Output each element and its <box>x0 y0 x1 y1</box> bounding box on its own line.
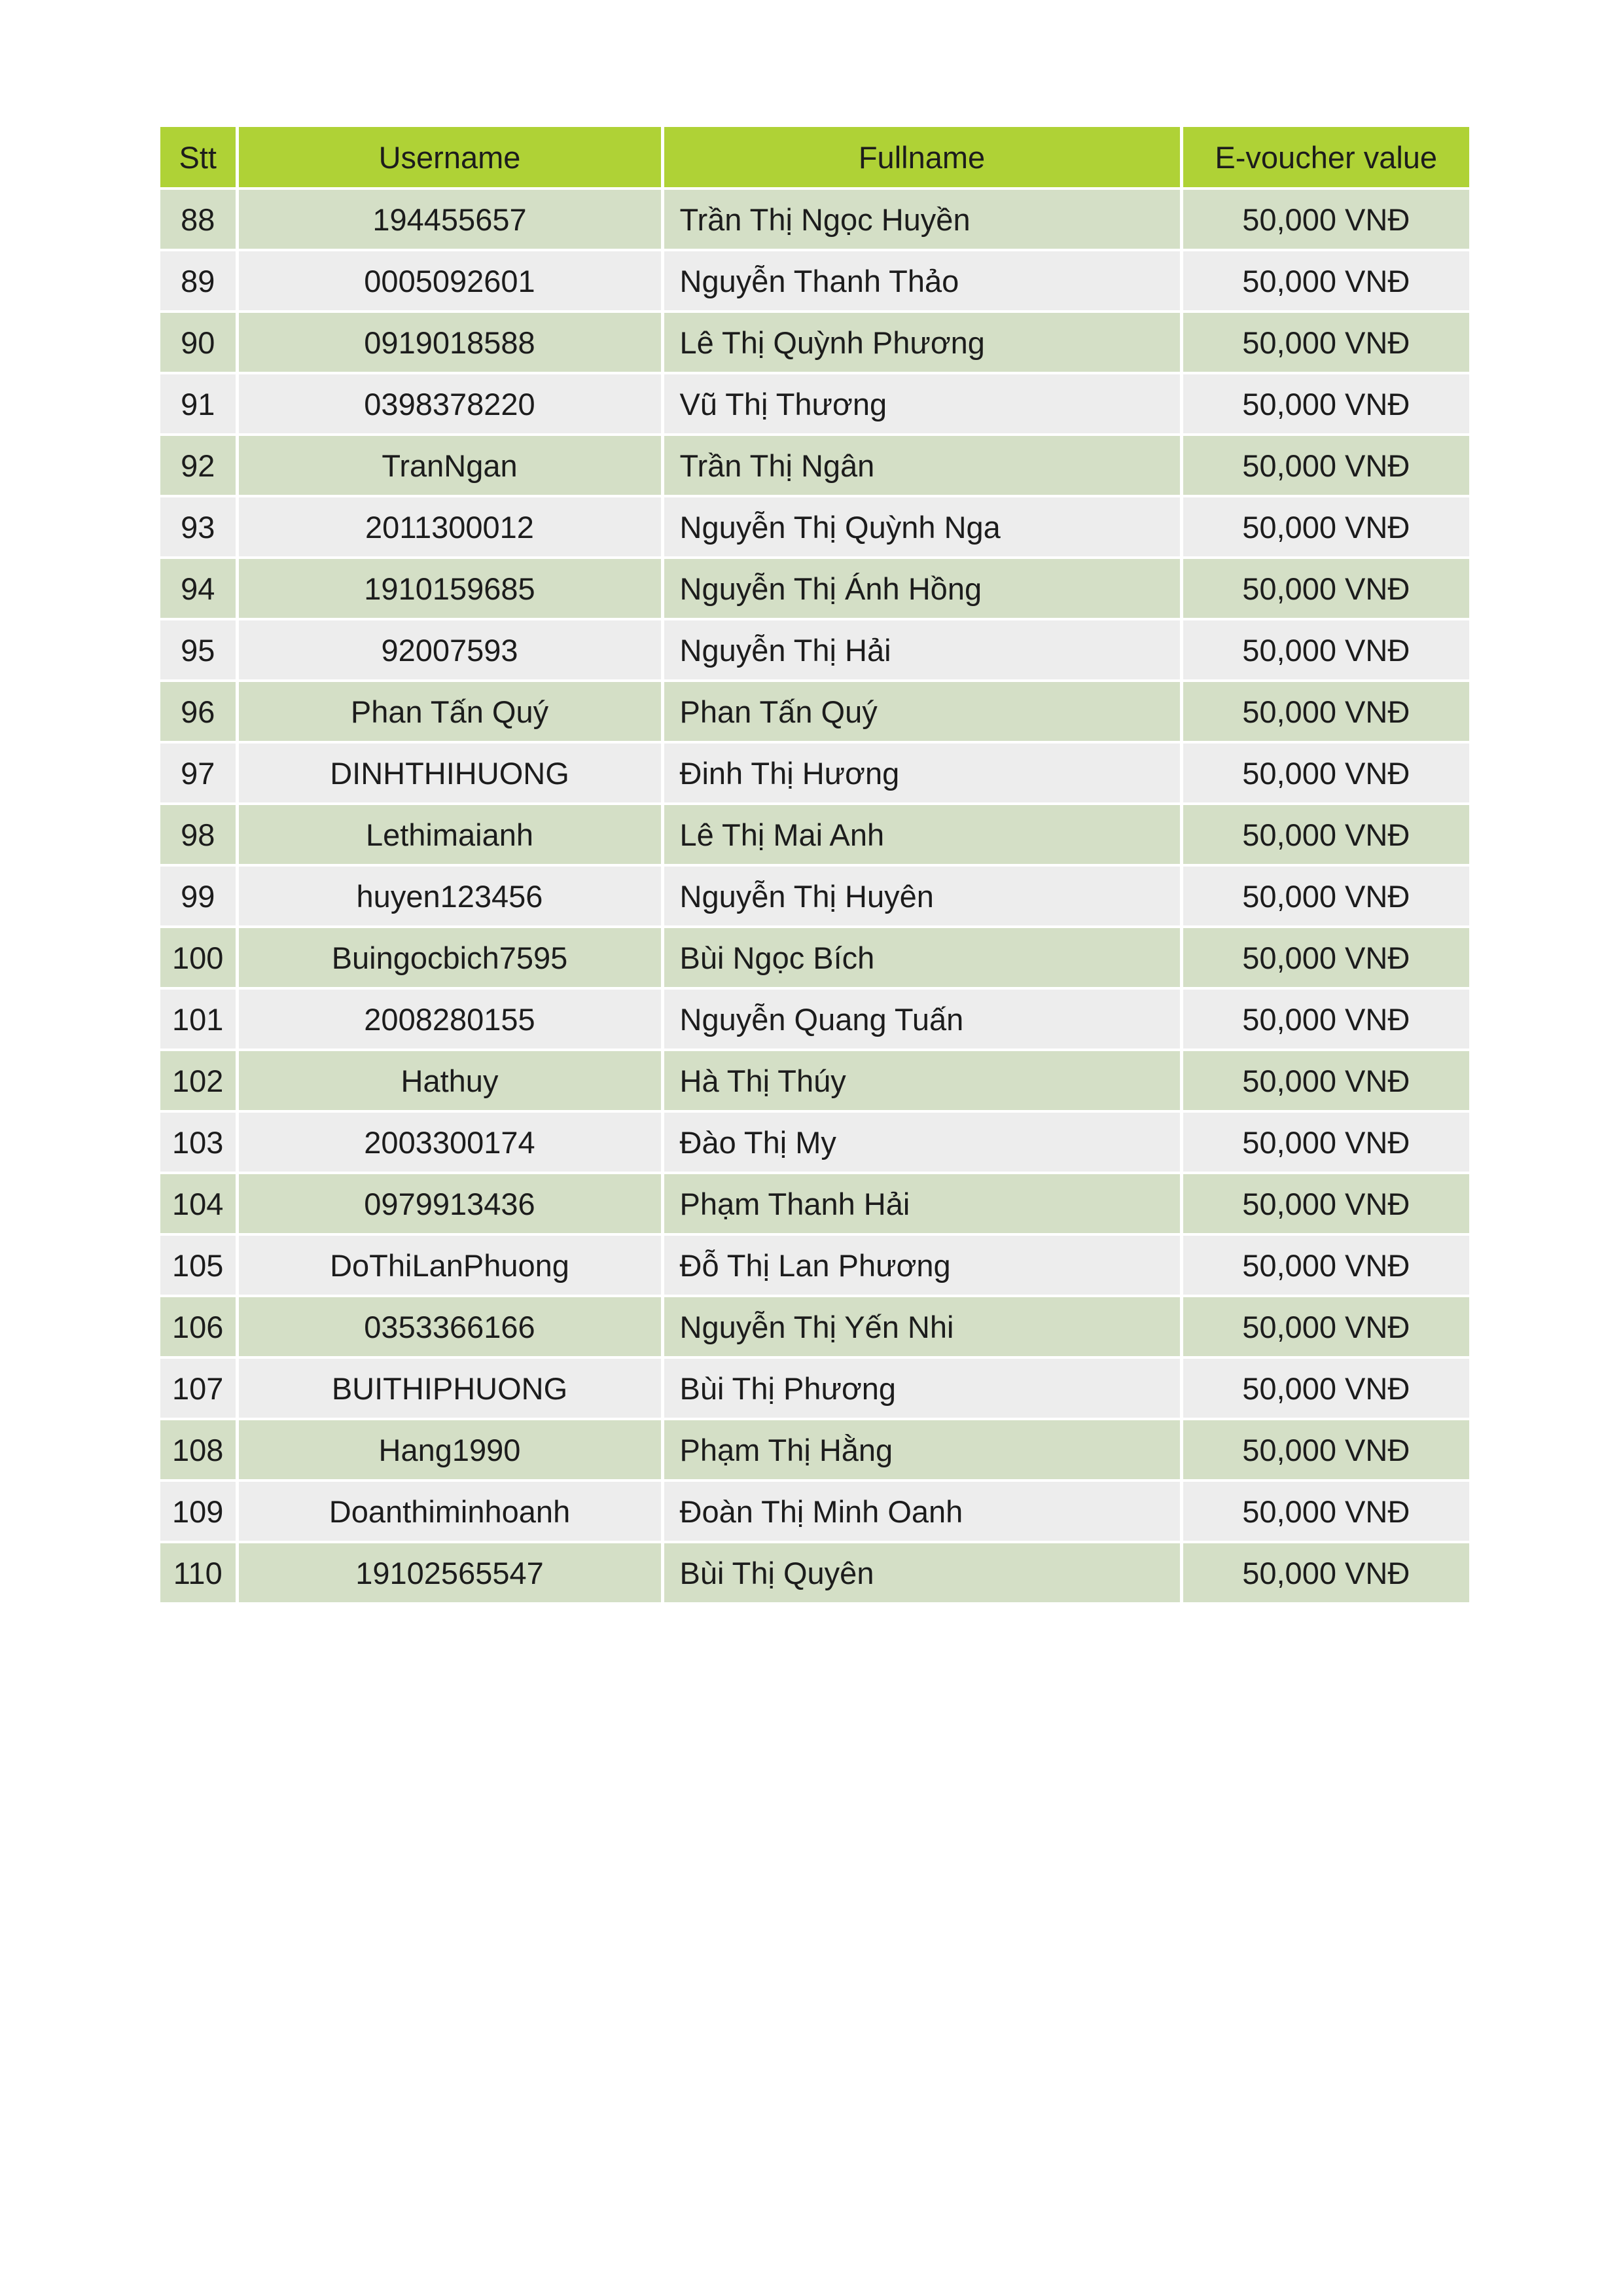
cell-username: huyen123456 <box>237 865 662 927</box>
cell-fullname: Nguyễn Thị Yến Nhi <box>662 1296 1181 1357</box>
cell-voucher-value: 50,000 VNĐ <box>1181 250 1469 312</box>
table-row <box>160 1173 1469 1234</box>
cell-voucher-value: 50,000 VNĐ <box>1181 435 1469 496</box>
cell-stt: 108 <box>160 1419 237 1480</box>
cell-fullname: Trần Thị Ngân <box>662 435 1181 496</box>
cell-username: 0398378220 <box>237 373 662 435</box>
cell-fullname: Nguyễn Quang Tuấn <box>662 988 1181 1050</box>
cell-username: 2003300174 <box>237 1111 662 1173</box>
cell-voucher-value: 50,000 VNĐ <box>1181 1419 1469 1480</box>
cell-voucher-value: 50,000 VNĐ <box>1181 865 1469 927</box>
table-row <box>160 988 1469 1050</box>
cell-username: 2008280155 <box>237 988 662 1050</box>
cell-voucher-value: 50,000 VNĐ <box>1181 1480 1469 1542</box>
cell-username: Doanthiminhoanh <box>237 1480 662 1542</box>
cell-stt: 90 <box>160 312 237 373</box>
cell-fullname: Hà Thị Thúy <box>662 1050 1181 1111</box>
cell-fullname: Vũ Thị Thương <box>662 373 1181 435</box>
cell-stt: 95 <box>160 619 237 681</box>
cell-stt: 94 <box>160 558 237 619</box>
cell-username: DINHTHIHUONG <box>237 742 662 804</box>
cell-voucher-value: 50,000 VNĐ <box>1181 804 1469 865</box>
cell-username: BUITHIPHUONG <box>237 1357 662 1419</box>
table-row <box>160 1357 1469 1419</box>
cell-stt: 104 <box>160 1173 237 1234</box>
cell-username: 194455657 <box>237 188 662 250</box>
cell-stt: 109 <box>160 1480 237 1542</box>
cell-voucher-value: 50,000 VNĐ <box>1181 1234 1469 1296</box>
table-row <box>160 1419 1469 1480</box>
cell-username: 0353366166 <box>237 1296 662 1357</box>
cell-username: Hang1990 <box>237 1419 662 1480</box>
cell-username: Phan Tấn Quý <box>237 681 662 742</box>
cell-username: 19102565547 <box>237 1542 662 1604</box>
cell-fullname: Bùi Thị Quyên <box>662 1542 1181 1604</box>
cell-username: Buingocbich7595 <box>237 927 662 988</box>
table-row <box>160 1234 1469 1296</box>
cell-stt: 96 <box>160 681 237 742</box>
table-row <box>160 558 1469 619</box>
cell-voucher-value: 50,000 VNĐ <box>1181 188 1469 250</box>
cell-username: 0979913436 <box>237 1173 662 1234</box>
table-row <box>160 1111 1469 1173</box>
table-row <box>160 496 1469 558</box>
cell-username: TranNgan <box>237 435 662 496</box>
cell-username: 0919018588 <box>237 312 662 373</box>
cell-voucher-value: 50,000 VNĐ <box>1181 1173 1469 1234</box>
cell-stt: 103 <box>160 1111 237 1173</box>
cell-fullname: Lê Thị Mai Anh <box>662 804 1181 865</box>
cell-username: DoThiLanPhuong <box>237 1234 662 1296</box>
cell-fullname: Đào Thị My <box>662 1111 1181 1173</box>
cell-fullname: Đinh Thị Hương <box>662 742 1181 804</box>
cell-fullname: Lê Thị Quỳnh Phương <box>662 312 1181 373</box>
table-row <box>160 188 1469 250</box>
cell-username: Hathuy <box>237 1050 662 1111</box>
cell-stt: 92 <box>160 435 237 496</box>
cell-voucher-value: 50,000 VNĐ <box>1181 742 1469 804</box>
header-row <box>160 127 1469 188</box>
header-stt: Stt <box>160 127 237 188</box>
cell-voucher-value: 50,000 VNĐ <box>1181 312 1469 373</box>
cell-fullname: Phạm Thanh Hải <box>662 1173 1181 1234</box>
cell-stt: 106 <box>160 1296 237 1357</box>
cell-voucher-value: 50,000 VNĐ <box>1181 1542 1469 1604</box>
cell-stt: 102 <box>160 1050 237 1111</box>
cell-fullname: Phạm Thị Hằng <box>662 1419 1181 1480</box>
cell-voucher-value: 50,000 VNĐ <box>1181 1111 1469 1173</box>
table-row <box>160 312 1469 373</box>
cell-stt: 110 <box>160 1542 237 1604</box>
cell-voucher-value: 50,000 VNĐ <box>1181 1050 1469 1111</box>
cell-fullname: Nguyễn Thanh Thảo <box>662 250 1181 312</box>
table-row <box>160 865 1469 927</box>
cell-fullname: Nguyễn Thị Hải <box>662 619 1181 681</box>
cell-stt: 107 <box>160 1357 237 1419</box>
cell-username: 1910159685 <box>237 558 662 619</box>
cell-stt: 97 <box>160 742 237 804</box>
table-row <box>160 1480 1469 1542</box>
cell-voucher-value: 50,000 VNĐ <box>1181 681 1469 742</box>
cell-stt: 100 <box>160 927 237 988</box>
cell-fullname: Nguyễn Thị Quỳnh Nga <box>662 496 1181 558</box>
header-username: Username <box>237 127 662 188</box>
cell-voucher-value: 50,000 VNĐ <box>1181 558 1469 619</box>
cell-fullname: Nguyễn Thị Ánh Hồng <box>662 558 1181 619</box>
table-row <box>160 1296 1469 1357</box>
cell-stt: 88 <box>160 188 237 250</box>
table-row <box>160 1542 1469 1604</box>
table-row <box>160 742 1469 804</box>
cell-fullname: Đoàn Thị Minh Oanh <box>662 1480 1181 1542</box>
table-header <box>160 127 1469 188</box>
table-row <box>160 373 1469 435</box>
cell-fullname: Bùi Ngọc Bích <box>662 927 1181 988</box>
cell-fullname: Trần Thị Ngọc Huyền <box>662 188 1181 250</box>
header-fullname: Fullname <box>662 127 1181 188</box>
table-body <box>160 188 1469 1604</box>
cell-fullname: Bùi Thị Phương <box>662 1357 1181 1419</box>
cell-username: 0005092601 <box>237 250 662 312</box>
cell-username: 2011300012 <box>237 496 662 558</box>
table-row <box>160 435 1469 496</box>
cell-voucher-value: 50,000 VNĐ <box>1181 619 1469 681</box>
table-row <box>160 927 1469 988</box>
table-row <box>160 681 1469 742</box>
cell-voucher-value: 50,000 VNĐ <box>1181 1357 1469 1419</box>
cell-fullname: Phan Tấn Quý <box>662 681 1181 742</box>
header-value: E-voucher value <box>1181 127 1469 188</box>
cell-voucher-value: 50,000 VNĐ <box>1181 496 1469 558</box>
cell-stt: 91 <box>160 373 237 435</box>
cell-username: Lethimaianh <box>237 804 662 865</box>
table-row <box>160 250 1469 312</box>
cell-username: 92007593 <box>237 619 662 681</box>
cell-voucher-value: 50,000 VNĐ <box>1181 373 1469 435</box>
cell-fullname: Nguyễn Thị Huyên <box>662 865 1181 927</box>
cell-stt: 89 <box>160 250 237 312</box>
cell-stt: 99 <box>160 865 237 927</box>
cell-stt: 98 <box>160 804 237 865</box>
cell-stt: 93 <box>160 496 237 558</box>
table-row <box>160 619 1469 681</box>
table-row <box>160 804 1469 865</box>
cell-voucher-value: 50,000 VNĐ <box>1181 1296 1469 1357</box>
cell-voucher-value: 50,000 VNĐ <box>1181 988 1469 1050</box>
cell-stt: 105 <box>160 1234 237 1296</box>
cell-fullname: Đỗ Thị Lan Phương <box>662 1234 1181 1296</box>
table-row <box>160 1050 1469 1111</box>
cell-voucher-value: 50,000 VNĐ <box>1181 927 1469 988</box>
voucher-table <box>160 127 1469 1605</box>
cell-stt: 101 <box>160 988 237 1050</box>
